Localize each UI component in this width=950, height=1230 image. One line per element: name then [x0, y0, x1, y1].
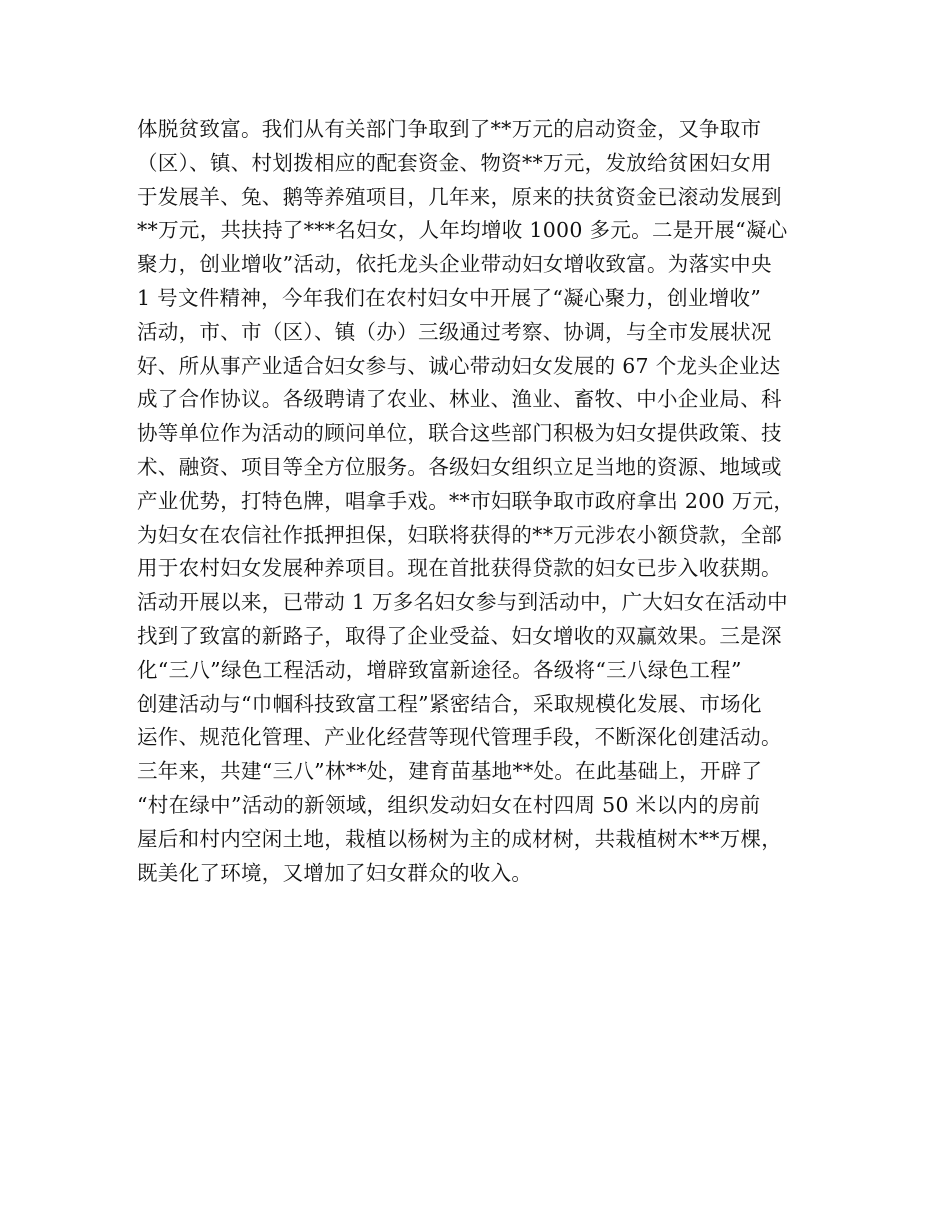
paragraph-line: 1 号文件精神，今年我们在农村妇女中开展了“凝心聚力，创业增收” — [137, 285, 762, 310]
paragraph-line: 聚力，创业增收”活动，依托龙头企业带动妇女增收致富。为落实中央 — [137, 252, 772, 277]
paragraph-line: 协等单位作为活动的顾问单位，联合这些部门积极为妇女提供政策、技 — [137, 421, 782, 446]
paragraph-line: 于发展羊、兔、鹅等养殖项目，几年来，原来的扶贫资金已滚动发展到 — [137, 184, 782, 209]
paragraph-line: 用于农村妇女发展种养项目。现在首批获得贷款的妇女已步入收获期。 — [137, 556, 782, 581]
paragraph-line: 成了合作协议。各级聘请了农业、林业、渔业、畜牧、中小企业局、科 — [137, 387, 782, 412]
paragraph-line: 屋后和村内空闲土地，栽植以杨树为主的成材树，共栽植树木**万棵， — [137, 826, 783, 851]
paragraph-line: 化“三八”绿色工程活动，增辟致富新途径。各级将“三八绿色工程” — [137, 657, 742, 682]
paragraph-line: “村在绿中”活动的新领域，组织发动妇女在村四周 50 米以内的房前 — [137, 792, 761, 817]
paragraph-line: 找到了致富的新路子，取得了企业受益、妇女增收的双赢效果。三是深 — [137, 623, 782, 648]
paragraph-line: 活动，市、市（区）、镇（办）三级通过考察、协调，与全市发展状况 — [137, 319, 772, 344]
paragraph-line: 为妇女在农信社作抵押担保，妇联将获得的**万元涉农小额贷款，全部 — [137, 522, 783, 547]
paragraph-line: 体脱贫致富。我们从有关部门争取到了**万元的启动资金，又争取市 — [137, 117, 762, 141]
paragraph-line: 产业优势，打特色牌，唱拿手戏。**市妇联争取市政府拿出 200 万元， — [137, 488, 795, 513]
body-paragraph — [137, 113, 817, 890]
paragraph-line: 好、所从事产业适合妇女参与、诚心带动妇女发展的 67 个龙头企业达 — [137, 353, 781, 378]
paragraph-line: 活动开展以来，已带动 1 万多名妇女参与到活动中，广大妇女在活动中 — [137, 590, 788, 615]
paragraph-line: 三年来，共建“三八”林**处，建育苗基地**处。在此基础上，开辟了 — [137, 759, 763, 784]
paragraph-line: 创建活动与“巾帼科技致富工程”紧密结合，采取规模化发展、市场化 — [137, 691, 762, 716]
paragraph-line: 既美化了环境，又增加了妇女群众的收入。 — [137, 860, 533, 885]
paragraph-line: 术、融资、项目等全方位服务。各级妇女组织立足当地的资源、地域或 — [137, 454, 782, 479]
paragraph-line: **万元，共扶持了***名妇女，人年均增收 1000 多元。二是开展“凝心 — [137, 218, 788, 243]
paragraph-line: 运作、规范化管理、产业化经营等现代管理手段，不断深化创建活动。 — [137, 725, 782, 750]
paragraph-line: （区）、镇、村划拨相应的配套资金、物资**万元，发放给贫困妇女用 — [137, 150, 772, 175]
